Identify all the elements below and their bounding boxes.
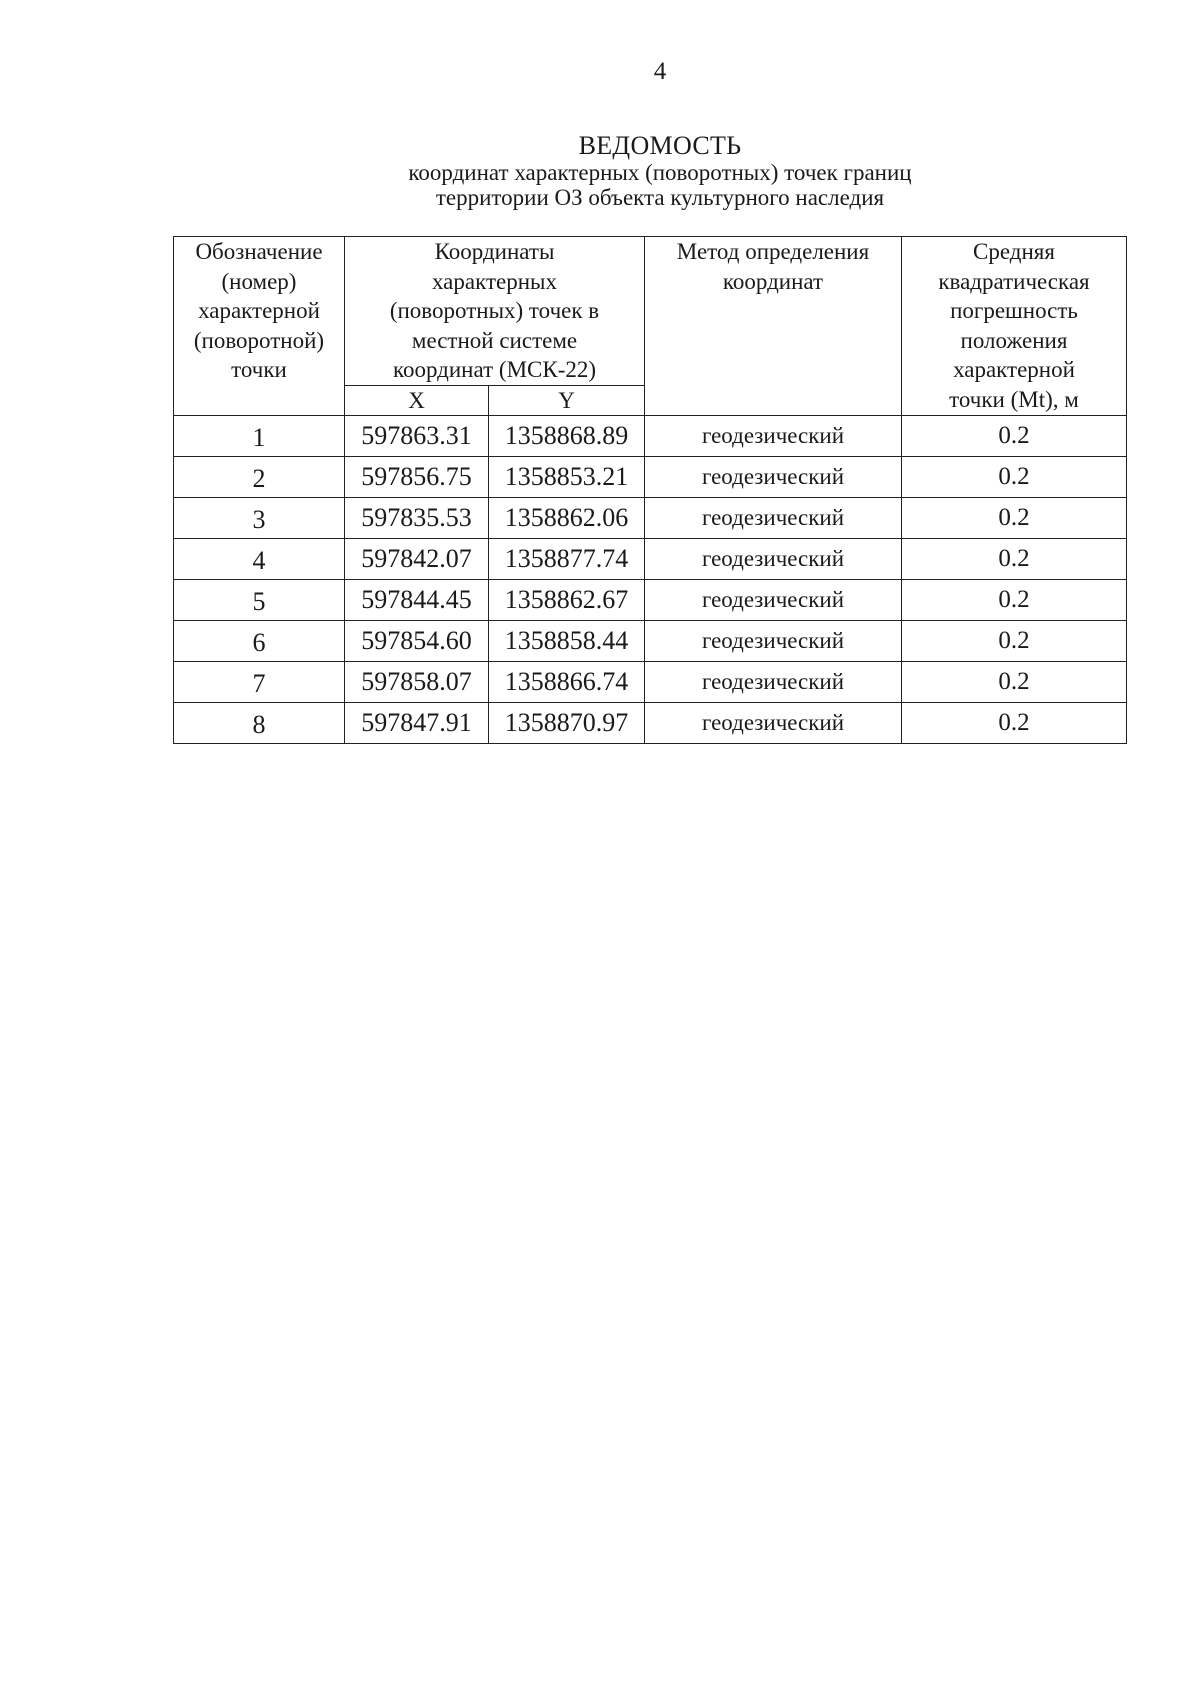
coord-y: 1358862.06	[489, 498, 645, 539]
method: геодезический	[645, 416, 902, 457]
method: геодезический	[645, 539, 902, 580]
coord-x: 597835.53	[345, 498, 489, 539]
mt-error: 0.2	[902, 539, 1127, 580]
table-row	[174, 621, 1127, 662]
header-y: Y	[489, 385, 645, 416]
header-method: Метод определения координат	[645, 237, 902, 416]
point-number: 5	[174, 580, 345, 621]
coord-x: 597863.31	[345, 416, 489, 457]
page-number: 4	[653, 58, 667, 85]
title-line-1: координат характерных (поворотных) точек границ	[408, 160, 912, 185]
point-number: 7	[174, 662, 345, 703]
mt-error: 0.2	[902, 703, 1127, 744]
coordinates-table	[173, 236, 1127, 744]
method: геодезический	[645, 662, 902, 703]
table-row	[174, 416, 1127, 457]
method: геодезический	[645, 703, 902, 744]
coord-y: 1358870.97	[489, 703, 645, 744]
method: геодезический	[645, 580, 902, 621]
table-row	[174, 457, 1127, 498]
coord-x: 597844.45	[345, 580, 489, 621]
table-row	[174, 539, 1127, 580]
mt-error: 0.2	[902, 457, 1127, 498]
header-x: X	[345, 385, 489, 416]
title-main: ВЕДОМОСТЬ	[578, 131, 742, 160]
table-row	[174, 662, 1127, 703]
mt-error: 0.2	[902, 621, 1127, 662]
coord-y: 1358877.74	[489, 539, 645, 580]
point-number: 3	[174, 498, 345, 539]
coord-x: 597842.07	[345, 539, 489, 580]
coord-y: 1358866.74	[489, 662, 645, 703]
coord-x: 597854.60	[345, 621, 489, 662]
point-number: 4	[174, 539, 345, 580]
mt-error: 0.2	[902, 580, 1127, 621]
coord-y: 1358868.89	[489, 416, 645, 457]
document-title	[0, 132, 1200, 210]
header-error: Средняя квадратическая погрешность положения характерной точки (Mt), м	[902, 237, 1127, 416]
point-number: 8	[174, 703, 345, 744]
coord-x: 597856.75	[345, 457, 489, 498]
header-coordinates: Координаты характерных (поворотных) точек в местной системе координат (МСК-22)	[345, 237, 645, 386]
coord-y: 1358853.21	[489, 457, 645, 498]
coord-y: 1358858.44	[489, 621, 645, 662]
method: геодезический	[645, 621, 902, 662]
point-number: 1	[174, 416, 345, 457]
coord-x: 597858.07	[345, 662, 489, 703]
point-number: 6	[174, 621, 345, 662]
method: геодезический	[645, 498, 902, 539]
header-point: Обозначение (номер) характерной (поворотной) точки	[174, 237, 345, 416]
mt-error: 0.2	[902, 498, 1127, 539]
coord-x: 597847.91	[345, 703, 489, 744]
mt-error: 0.2	[902, 416, 1127, 457]
table-row	[174, 498, 1127, 539]
table-row	[174, 580, 1127, 621]
title-line-2: территории ОЗ объекта культурного наследия	[435, 185, 885, 210]
point-number: 2	[174, 457, 345, 498]
mt-error: 0.2	[902, 662, 1127, 703]
coord-y: 1358862.67	[489, 580, 645, 621]
table-row	[174, 703, 1127, 744]
method: геодезический	[645, 457, 902, 498]
